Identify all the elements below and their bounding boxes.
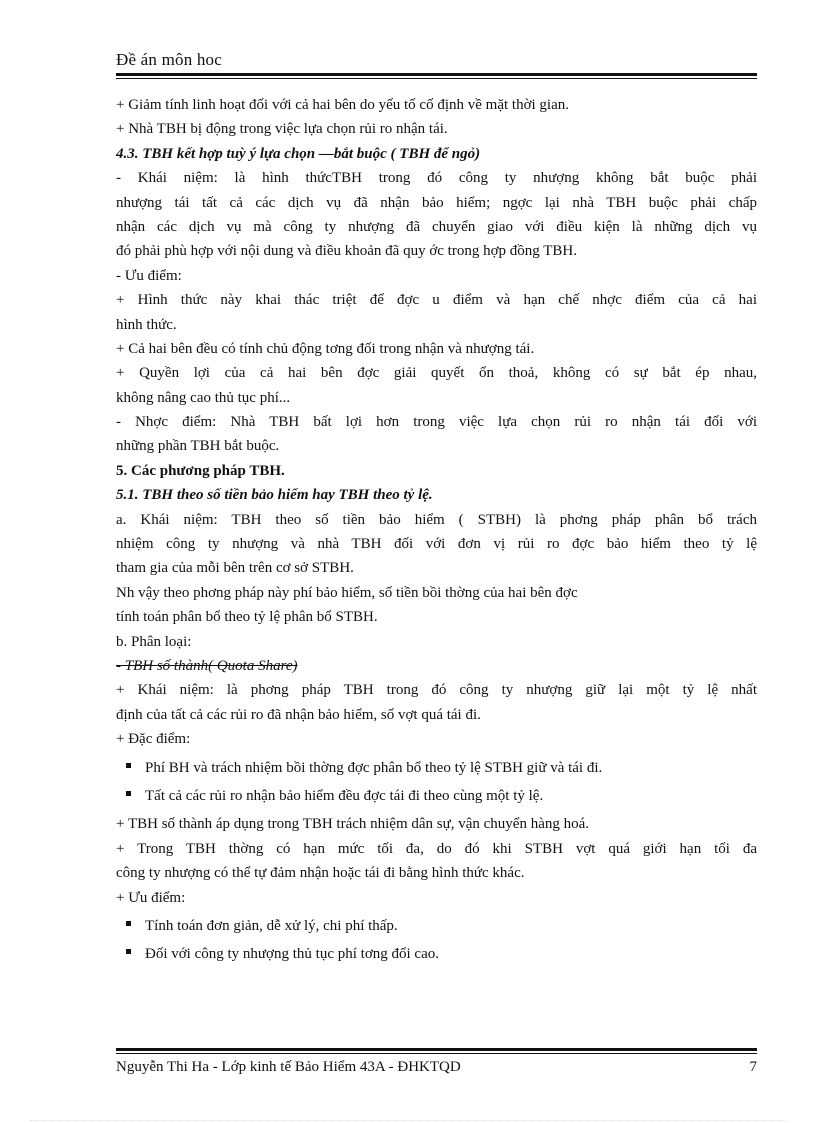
body-line: + Hình thức này khai thác triệt để đợc u điểm và hạn chế nhợc điểm của cả hai (116, 292, 757, 309)
section-heading: 4.3. TBH kết hợp tuỳ ý lựa chọn —bắt buộc ( TBH để ngỏ) (116, 145, 481, 162)
bullet-text: Tính toán đơn giản, dễ xử lý, chi phí thấp. (145, 917, 398, 934)
footer-author: Nguyễn Thi Ha - Lớp kinh tế Bảo Hiểm 43A - ĐHKTQD (116, 1059, 461, 1075)
header-rule-thin (116, 78, 757, 79)
footer-rule-thin (116, 1053, 757, 1054)
bullet-item (116, 756, 757, 780)
body-line: - Nhợc điểm: Nhà TBH bất lợi hơn trong việc lựa chọn rủi ro nhận tái đối với (116, 414, 757, 431)
header-rule-thick (116, 73, 757, 76)
body-line: + Cả hai bên đều có tính chủ động tơng đối trong nhận và nhượng tái. (116, 340, 535, 357)
square-bullet-icon (126, 921, 131, 926)
body-line: + Quyền lợi của cả hai bên đợc giải quyết ổn thoả, không có sự bắt ép nhau, (116, 365, 757, 382)
body-line: + Ưu điểm: (116, 889, 186, 906)
body-line: tham gia của mỗi bên trên cơ sở STBH. (116, 560, 354, 577)
body-line: công ty nhượng có thể tự đảm nhận hoặc tái đi bằng hình thức khác. (116, 865, 525, 882)
struck-subheading: - TBH số thành( Quota Share) (116, 657, 298, 674)
page-footer (116, 1059, 757, 1076)
body-line: + Nhà TBH bị động trong việc lựa chọn rủi ro nhận tái. (116, 121, 448, 138)
section-heading: 5. Các phương pháp TBH. (116, 462, 285, 479)
body-line: đó phải phù hợp với nội dung và điều khoản đã quy ớc trong hợp đồng TBH. (116, 243, 577, 260)
body-line: a. Khái niệm: TBH theo số tiền bảo hiểm ( STBH) là phơng pháp phân bổ trách (116, 511, 757, 528)
body-line: hình thức. (116, 316, 177, 333)
bullet-text: Phí BH và trách nhiệm bồi thờng đợc phân bổ theo tỷ lệ STBH giữ và tái đi. (145, 759, 603, 776)
square-bullet-icon (126, 791, 131, 796)
bullet-item (116, 942, 757, 966)
bullet-text: Tất cả các rủi ro nhận bảo hiểm đều đợc tái đi theo cùng một tỷ lệ. (145, 787, 544, 804)
body-line: nhiệm công ty nhượng và nhà TBH đối với đơn vị rủi ro đợc bảo hiểm theo tỷ lệ (116, 536, 757, 553)
page-header-title: Đề án môn hoc (116, 50, 222, 69)
bullet-item (116, 784, 757, 808)
footer-rule-thick (116, 1048, 757, 1051)
body-line: + Đặc điểm: (116, 731, 191, 748)
body-line: - Khái niệm: là hình thứcTBH trong đó công ty nhượng không bắt buộc phải (116, 170, 757, 187)
body-line: tính toán phân bổ theo tỷ lệ phân bổ STBH. (116, 609, 378, 626)
page-number: 7 (749, 1059, 757, 1075)
body-line: + Giảm tính linh hoạt đối với cả hai bên do yếu tố cố định về mặt thời gian. (116, 97, 569, 113)
body-line: không nâng cao thủ tục phí... (116, 389, 291, 406)
body-line: định của tất cả các rủi ro đã nhận bảo hiểm, số vợt quá tái đi. (116, 706, 481, 723)
bullet-item (116, 914, 757, 938)
document-body (116, 93, 757, 967)
square-bullet-icon (126, 949, 131, 954)
body-line: + TBH số thành áp dụng trong TBH trách nhiệm dân sự, vận chuyển hàng hoá. (116, 816, 590, 833)
body-line: - Ưu điểm: (116, 267, 182, 284)
body-line: những phần TBH bắt buộc. (116, 438, 280, 455)
body-line: + Khái niệm: là phơng pháp TBH trong đó công ty nhượng giữ lại một tỷ lệ nhất (116, 682, 757, 699)
bullet-text: Đối với công ty nhượng thủ tục phí tơng đối cao. (145, 946, 439, 963)
body-line: + Trong TBH thờng có hạn mức tối đa, do đó khi STBH vợt quá giới hạn tối đa (116, 840, 757, 857)
square-bullet-icon (126, 763, 131, 768)
body-line: Nh vậy theo phơng pháp này phí bảo hiểm, số tiền bồi thờng của hai bên đợc (116, 584, 578, 601)
body-line: nhượng tái tất cả các dịch vụ đã nhận bảo hiểm; ngợc lại nhà TBH buộc phải chấp (116, 194, 757, 211)
body-line: nhận các dịch vụ mà công ty nhượng đã chuyển giao với điều kiện là những dịch vụ (116, 218, 757, 235)
body-line: b. Phân loại: (116, 633, 192, 650)
page-edge-divider (30, 1120, 786, 1121)
subsection-heading: 5.1. TBH theo số tiền bảo hiểm hay TBH theo tỷ lệ. (116, 487, 433, 504)
